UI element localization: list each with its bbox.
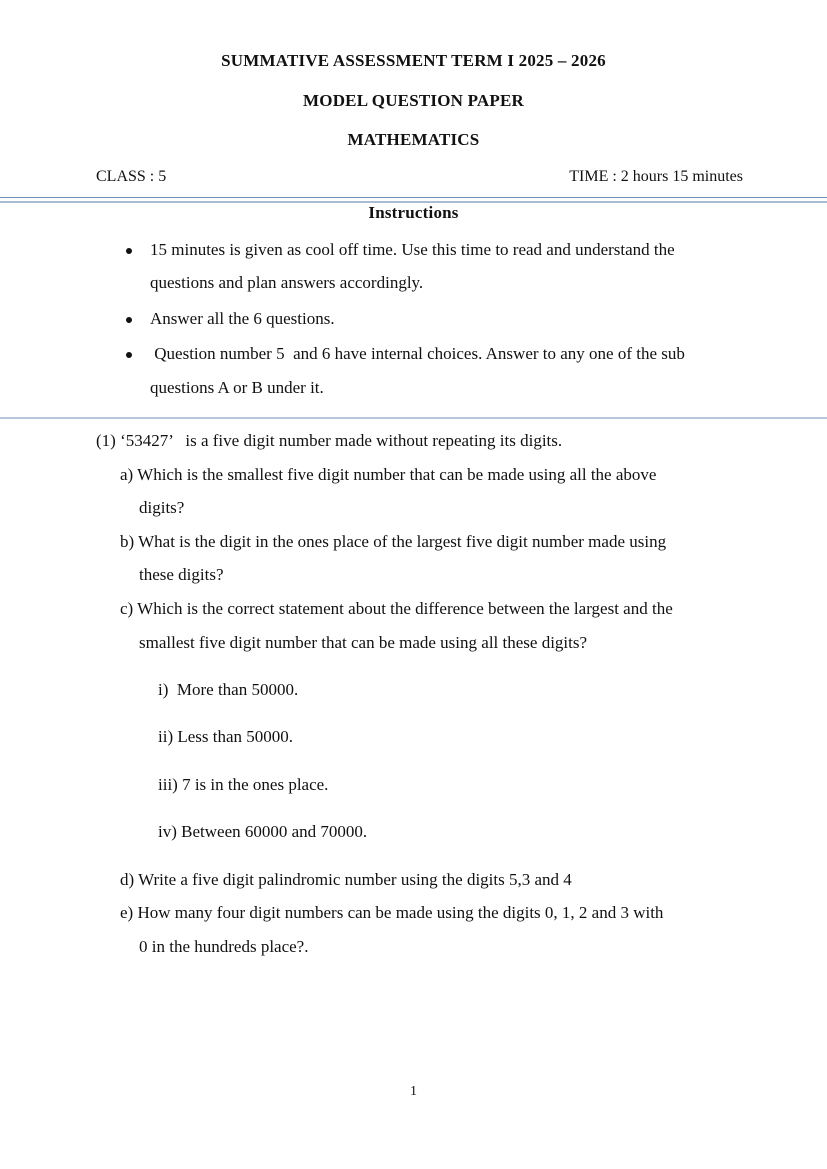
instructions-heading: Instructions (368, 203, 459, 222)
option-i: i) More than 50000. (158, 680, 299, 699)
question-1a-line-1: a) Which is the smallest five digit number that can be made using all the above (120, 465, 657, 484)
page-number: 1 (410, 1084, 417, 1099)
exam-title: SUMMATIVE ASSESSMENT TERM I 2025 – 2026 (221, 51, 606, 70)
option-ii: ii) Less than 50000. (158, 727, 294, 746)
question-1c-line-1: c) Which is the correct statement about the difference between the largest and the (120, 599, 673, 618)
option-iv: iv) Between 60000 and 70000. (158, 822, 368, 841)
instruction-1-line-2: questions and plan answers accordingly. (150, 273, 424, 292)
instruction-3-line-2: questions A or B under it. (150, 378, 324, 397)
paper-type: MODEL QUESTION PAPER (303, 91, 524, 110)
subject-title: MATHEMATICS (347, 130, 480, 149)
bullet-icon (126, 352, 132, 358)
bullet-icon (126, 317, 132, 323)
question-1c-line-2: smallest five digit number that can be made using all these digits? (139, 633, 588, 652)
instruction-1-line-1: 15 minutes is given as cool off time. Use this time to read and understand the (150, 240, 675, 259)
option-iii: iii) 7 is in the ones place. (158, 775, 329, 794)
divider-top (0, 197, 827, 198)
divider-bottom (0, 417, 827, 419)
instruction-2: Answer all the 6 questions. (150, 309, 335, 328)
time-label: TIME : 2 hours 15 minutes (569, 168, 743, 185)
question-1a-line-2: digits? (139, 498, 185, 517)
bullet-icon (126, 248, 132, 254)
question-1b-line-1: b) What is the digit in the ones place of the largest five digit number made using (120, 532, 667, 551)
question-1b-line-2: these digits? (139, 565, 224, 584)
question-1d: d) Write a five digit palindromic number using the digits 5,3 and 4 (120, 870, 572, 889)
question-1-stem: (1) ‘53427’ is a five digit number made without repeating its digits. (96, 431, 563, 450)
question-1e-line-2: 0 in the hundreds place?. (139, 937, 309, 956)
class-label: CLASS : 5 (96, 168, 167, 185)
instruction-3-line-1: Question number 5 and 6 have internal choices. Answer to any one of the sub (150, 344, 685, 363)
question-1e-line-1: e) How many four digit numbers can be made using the digits 0, 1, 2 and 3 with (120, 903, 664, 922)
